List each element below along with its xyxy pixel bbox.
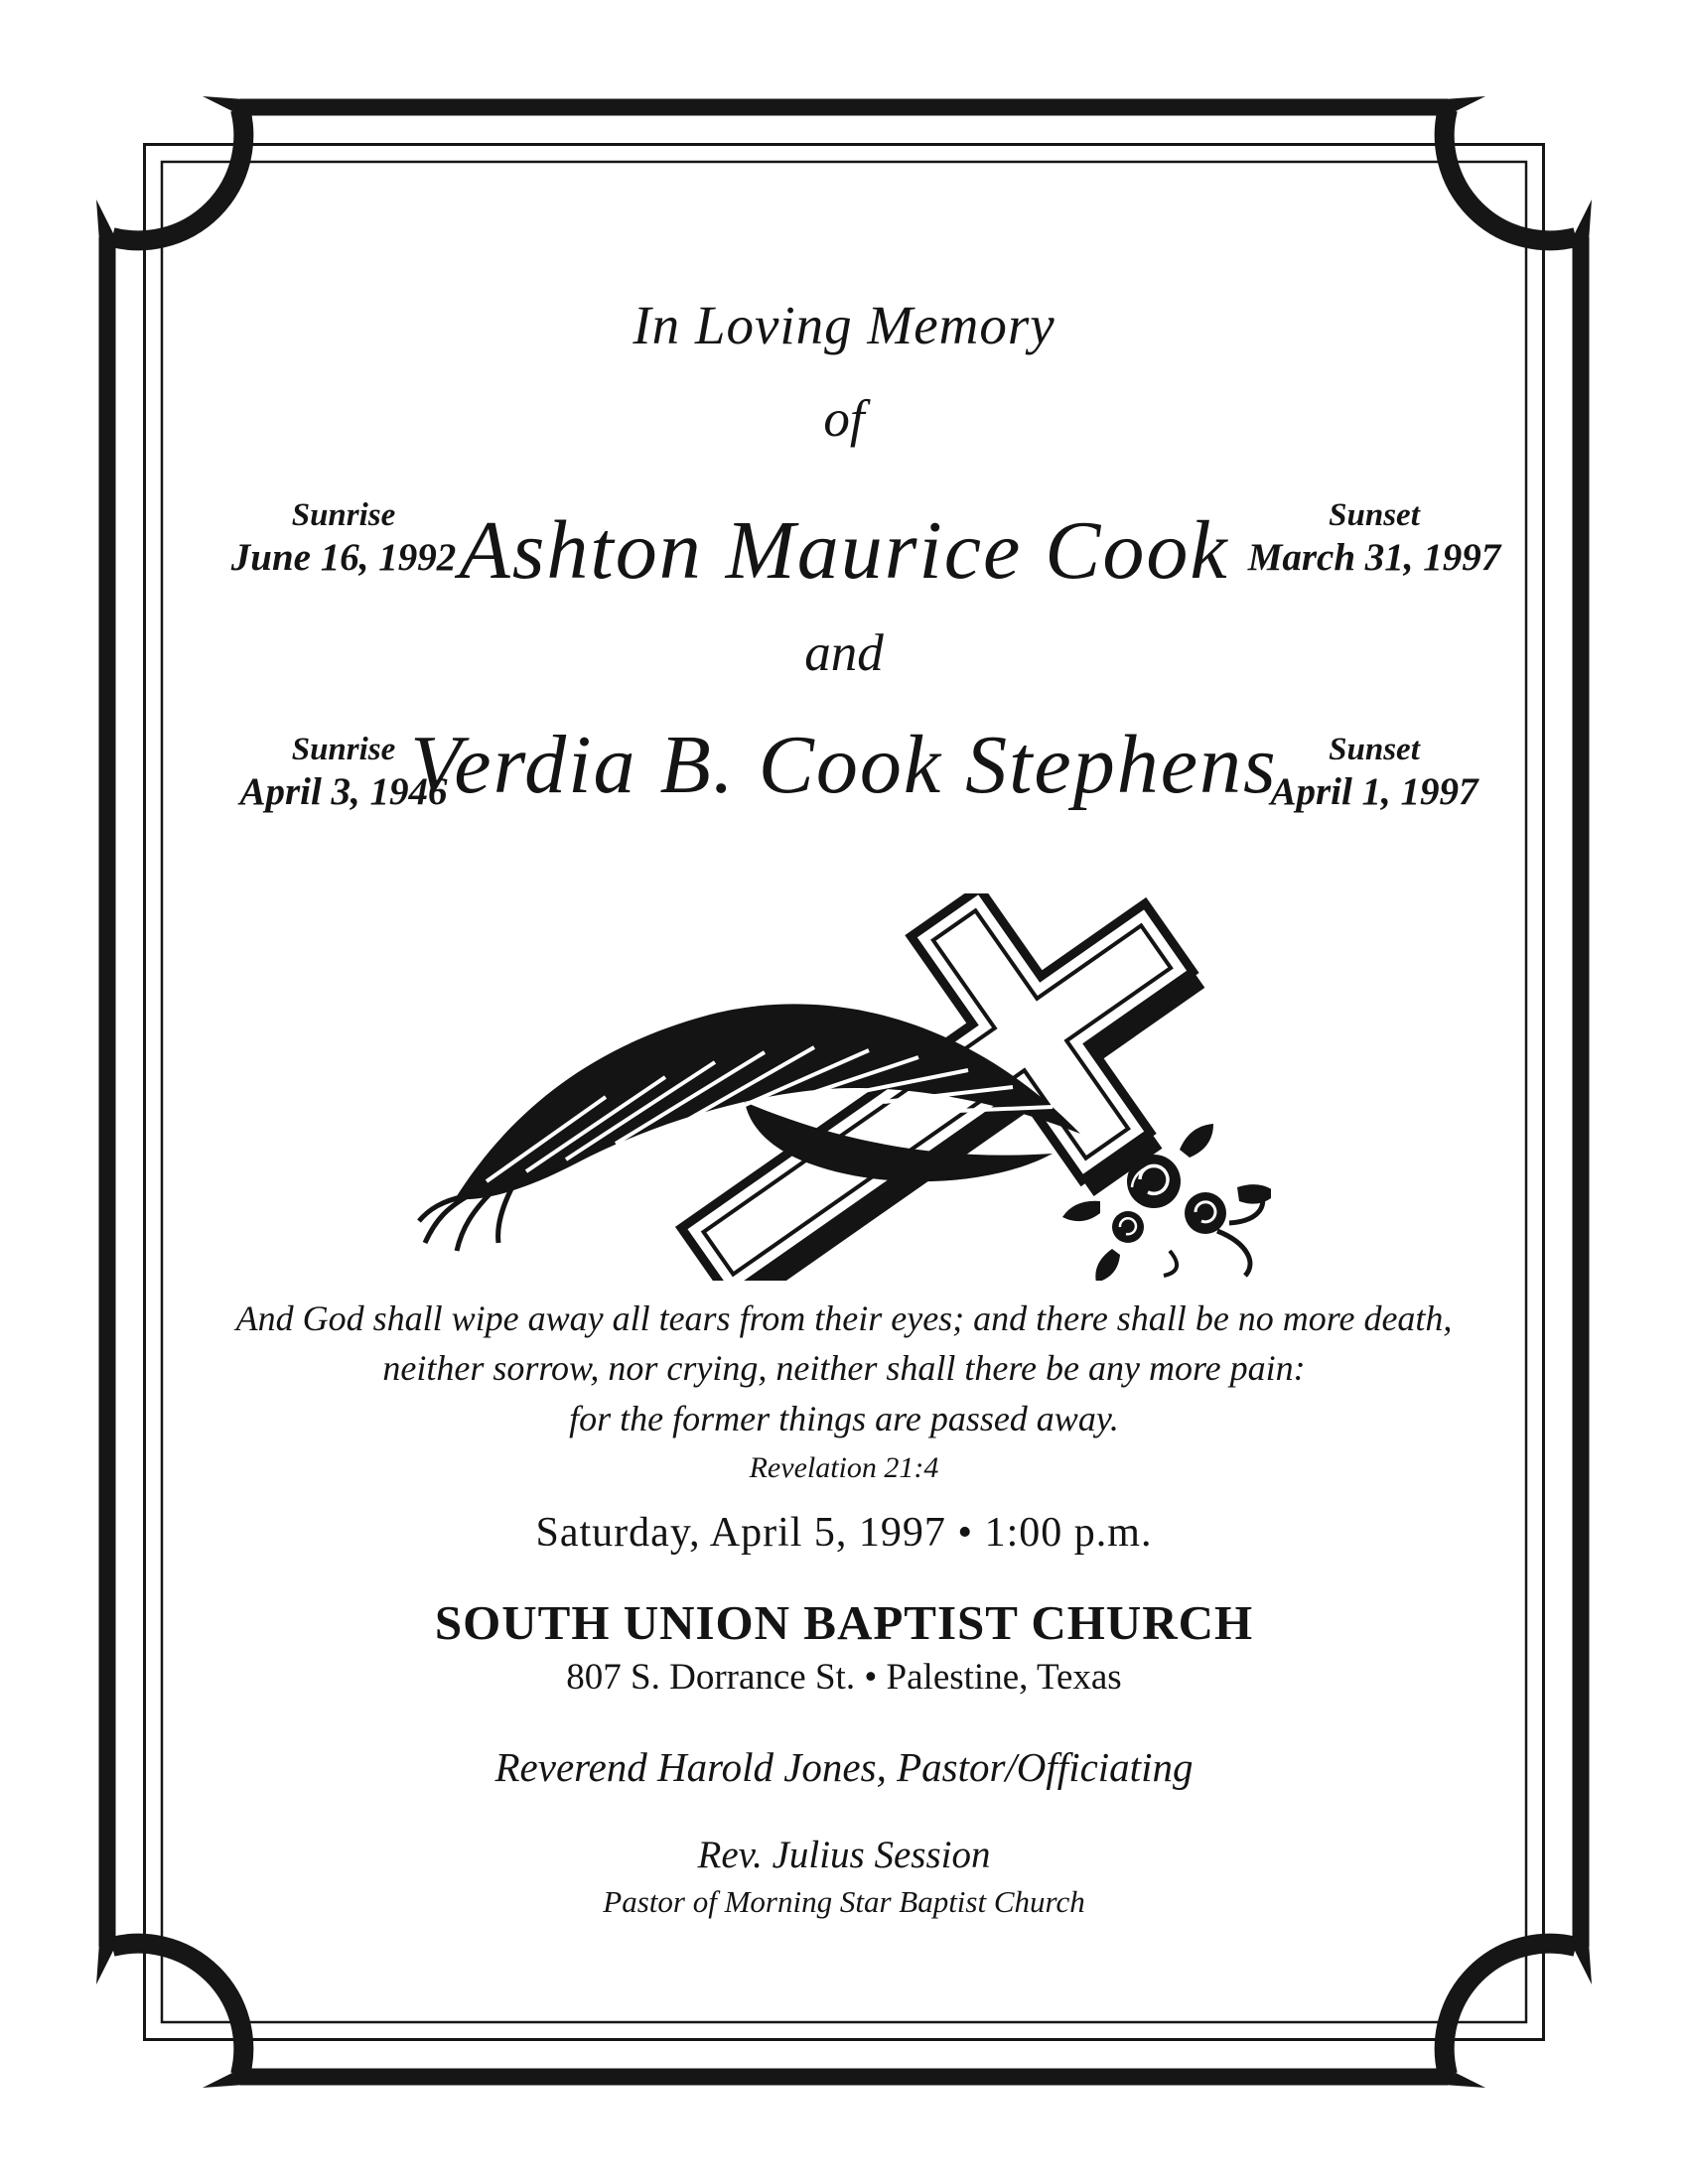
honoree1-sunset-block (1196, 496, 1553, 581)
memorial-heading-of: of (823, 390, 865, 448)
scripture-line: neither sorrow, nor crying, neither shall there be any more pain: (382, 1348, 1306, 1389)
church-address: 807 S. Dorrance St. • Palestine, Texas (566, 1657, 1122, 1698)
service-datetime: Saturday, April 5, 1997 • 1:00 p.m. (535, 1510, 1153, 1556)
sunrise-date: April 3, 1946 (239, 769, 448, 813)
church-name: SOUTH UNION BAPTIST CHURCH (434, 1595, 1254, 1650)
conjunction-and: and (804, 624, 884, 682)
sunset-date: April 1, 1997 (1270, 769, 1478, 813)
memorial-heading: In Loving Memory (633, 295, 1055, 355)
sunset-label: Sunset (1329, 732, 1420, 767)
guest-minister-title: Pastor of Morning Star Baptist Church (603, 1884, 1085, 1919)
sunset-date: March 31, 1997 (1247, 535, 1501, 579)
cross-illustration (417, 893, 1271, 1281)
scripture-reference: Revelation 21:4 (749, 1451, 939, 1485)
scripture-line: And God shall wipe away all tears from their eyes; and there shall be no more death, (235, 1298, 1453, 1338)
guest-minister-name: Rev. Julius Session (697, 1834, 991, 1876)
sunrise-date: June 16, 1992 (230, 535, 457, 579)
sunrise-label: Sunrise (291, 732, 396, 767)
sunset-label: Sunset (1329, 497, 1420, 533)
scripture-passage (0, 1294, 1688, 1489)
corner-scroll-bottom-left (112, 1944, 243, 2075)
sunrise-label: Sunrise (291, 497, 396, 533)
officiant-line: Reverend Harold Jones, Pastor/Officiating (494, 1744, 1194, 1790)
corner-scroll-top-left (112, 109, 243, 240)
honoree2-name: Verdia B. Cook Stephens (410, 719, 1278, 811)
honoree1-name: Ashton Maurice Cook (459, 504, 1229, 597)
corner-scroll-bottom-right (1445, 1944, 1576, 2075)
corner-scroll-top-right (1445, 109, 1576, 240)
honoree2-sunset-block (1196, 731, 1553, 815)
scripture-line: for the former things are passed away. (569, 1398, 1119, 1438)
